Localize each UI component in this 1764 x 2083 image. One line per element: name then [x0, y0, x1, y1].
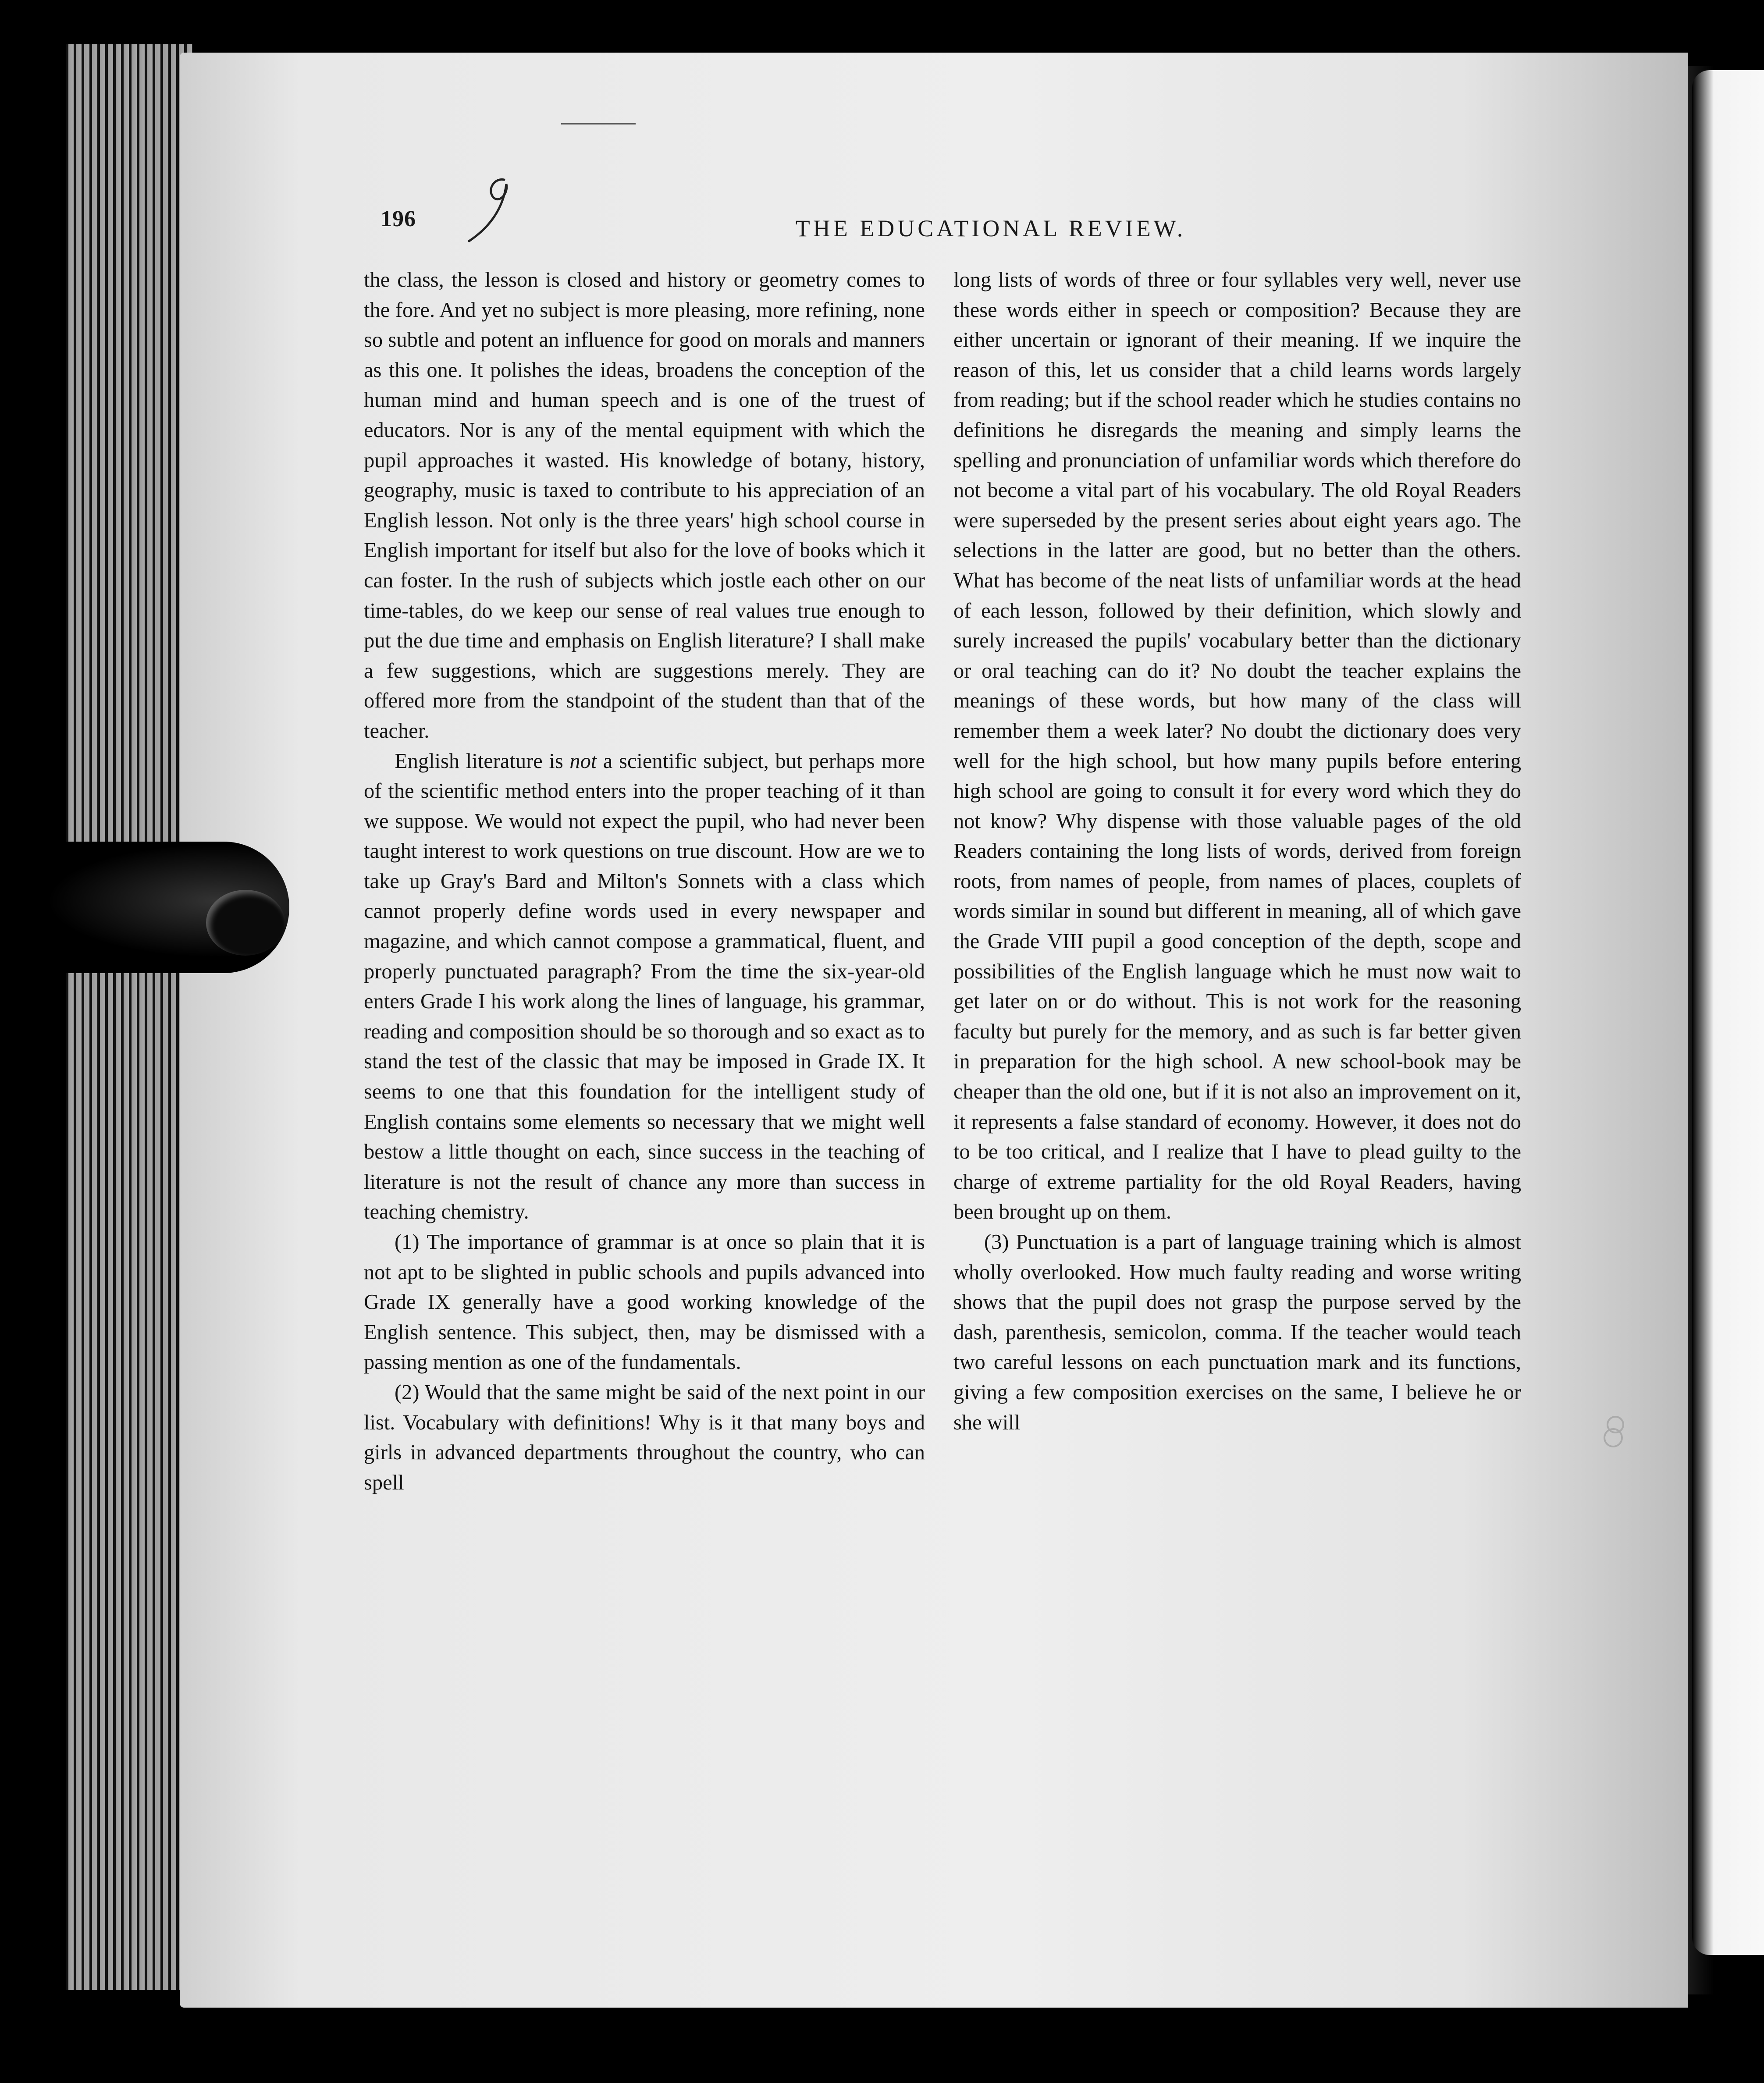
text-column-left	[364, 265, 925, 1498]
paragraph: the class, the lesson is closed and history or geometry comes to the fore. And yet no subject is more pleasing, more refining, none so subtle and potent an influence for good on morals and manners as this one. It polishes the ideas, broadens the conception of the human mind and human speech and is one of the truest of educators. Nor is any of the mental equipment with which the pupil approaches it wasted. His knowledge of botany, history, geography, music is taxed to contribute to his appreciation of an English lesson. Not only is the three years' high school course in English important for itself but also for the love of books which it can foster. In the rush of subjects which jostle each other on our time-tables, do we keep our sense of real values true enough to put the due time and emphasis on English literature? I shall make a few suggestions, which are suggestions merely. They are offered more from the standpoint of the student than that of the teacher.	[364, 268, 925, 743]
paragraph-text: a scientific subject, but perhaps more of the scientific method enters into the proper teaching of it than we suppose. We would not expect the pupil, who had never been taught interest to work questions on true discount. How are we to take up Gray's Bard and Milton's Sonnets with a class which cannot properly define words used in every newspaper and magazine, and which cannot compose a grammatical, fluent, and properly punctuated paragraph? From the time the six-year-old enters Grade I his work along the lines of language, his grammar, reading and composition should be so thorough and so exact as to stand the test of the classic that may be imposed in Grade IX. It seems to one that this foundation for the intelligent study of English contains some elements so necessary that we might well bestow a little thought on each, since success in the teaching of literature is not the result of chance any more than success in teaching chemistry.	[364, 749, 925, 1224]
paragraph: (3) Punctuation is a part of language training which is almost wholly overlooked. How much faulty reading and worse writing shows that the pupil does not grasp the purpose served by the dash, parenthesis, semicolon, comma. If the teacher would teach two careful lessons on each punctuation mark and its functions, giving a few composition exercises on the same, I believe he or she will	[953, 1230, 1521, 1434]
text-column-right	[953, 265, 1521, 1438]
paragraph	[364, 746, 925, 1228]
paragraph: (1) The importance of grammar is at once so plain that it is not apt to be slighted in public schools and pupils advanced into Grade IX generally have a good working knowledge of the English sentence. This subject, then, may be dismissed with a passing mention as one of the fundamentals.	[364, 1230, 925, 1374]
facing-page-edge	[1692, 70, 1764, 1955]
paragraph: (2) Would that the same might be said of the next point in our list. Vocabulary with definitions! Why is it that many boys and girls in advanced departments throughout the country, who can spell	[364, 1380, 925, 1494]
faint-pencil-mark	[1596, 1411, 1635, 1451]
paragraph-text: English literature is	[395, 749, 570, 773]
thumbnail-highlight	[206, 890, 285, 956]
paragraph: long lists of words of three or four syllables very well, never use these words either in speech or composition? Because they are either uncertain or ignorant of their meaning. If we inquire the reason of this, let us consider that a child learns words largely from reading; but if the school reader which he studies contains no definitions he disregards the meaning and simply learns the spelling and pronunciation of unfamiliar words which therefore do not become a vital part of his vocabulary. The old Royal Readers were superseded by the present series about eight years ago. The selections in the latter are good, but no better than the others. What has become of the neat lists of unfamiliar words at the head of each lesson, followed by their definition, which slowly and surely increased the pupils' vocabulary better than the dictionary or oral teaching can do it? No doubt the teacher explains the meanings of these words, but how many of the class will remember them a week later? No doubt the dictionary does very well for the high school, but how many pupils before entering high school are going to consult it for every word which they do not know? Why dispense with those valuable pages of the old Readers containing the long lists of words, derived from foreign roots, from names of people, from names of places, couplets of words similar in sound but different in meaning, all of which gave the Grade VIII pupil a good conception of the depth, scope and possibilities of the English language which he must now wait to get later on or do without. This is not work for the reasoning faculty but purely for the memory, and as such is far better given in preparation for the high school. A new school-book may be cheaper than the old one, but if it is not also an improvement on it, it represents a false standard of economy. However, it does not do to be too critical, and I realize that I have to plead guilty to the charge of extreme partiality for the old Royal Readers, having been brought up on them.	[953, 268, 1521, 1224]
book-page-edges	[66, 44, 193, 1990]
page-number: 196	[381, 206, 416, 231]
handwritten-pencil-mark	[460, 175, 522, 245]
emphasis-word: not	[569, 749, 597, 773]
top-rule-line	[561, 123, 636, 124]
running-title: THE EDUCATIONAL REVIEW.	[795, 215, 1186, 242]
